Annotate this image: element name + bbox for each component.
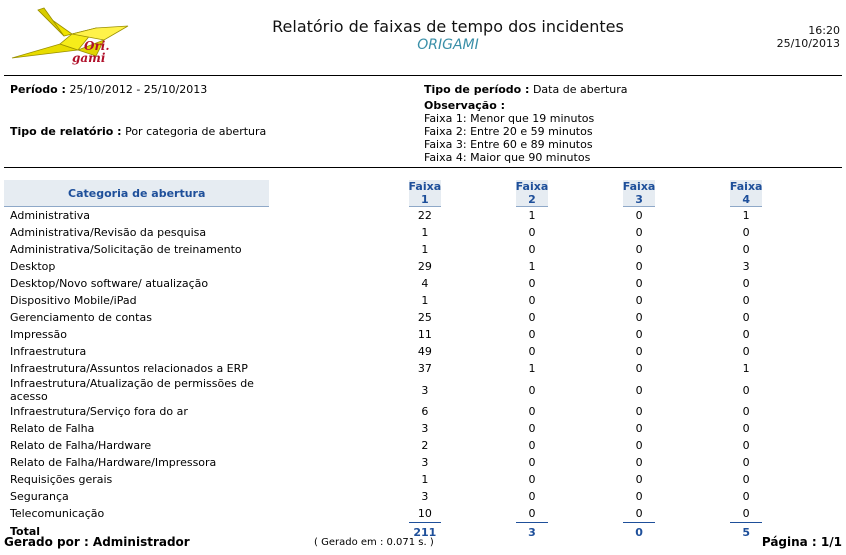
table-row [4,377,842,403]
table-row [4,224,842,241]
category-cell: Infraestrutura/Assuntos relacionados a ERP [10,362,248,375]
tipo-periodo-label: Tipo de período : [424,83,530,96]
total-label: Total [10,525,41,539]
table-row [4,505,842,523]
report-header [0,0,846,72]
faixa-4-cell: 0 [742,405,750,418]
faixa-definitions [424,112,594,164]
faixa-2-cell: 1 [528,362,536,375]
faixa-2-cell: 0 [528,311,536,324]
faixa-2-cell: 0 [528,243,536,256]
faixa-1-cell: 3 [421,383,429,397]
faixa-3-cell: 0 [635,507,643,520]
faixa-4-cell: 0 [742,507,750,520]
faixa-3-cell: 0 [635,422,643,435]
faixa-1-cell: 4 [421,277,429,290]
faixa-4-cell: 1 [742,362,750,375]
table-row [4,241,842,258]
observacao-label-text: Observação : [424,99,505,112]
category-cell: Gerenciamento de contas [10,311,152,324]
report-footer [4,535,842,551]
faixa-4-cell: 0 [742,243,750,256]
faixa-2-cell: 0 [528,422,536,435]
faixa-4-cell: 0 [742,490,750,503]
faixa-3-cell: 0 [635,243,643,256]
category-cell: Segurança [10,490,69,503]
report-subtitle: ORIGAMI [417,37,479,53]
faixa-1-cell: 3 [421,456,429,469]
category-cell: Impressão [10,328,67,341]
category-cell: Administrativa/Revisão da pesquisa [10,226,207,239]
faixa-3-cell: 0 [635,260,643,273]
category-cell: Desktop [10,260,56,273]
logo-text-bottom: gami [72,51,106,65]
faixa-4-cell: 0 [742,439,750,452]
report-timestamp [777,24,840,50]
faixa-2-cell: 0 [528,294,536,307]
total-faixa-3: 0 [623,523,656,542]
faixa-1-cell: 49 [417,345,432,358]
faixa-2-cell: 1 [528,209,536,222]
faixa-1-cell: 37 [417,362,432,375]
generation-time: ( Gerado em : 0.071 s. ) [314,537,434,548]
faixa-3-cell: 0 [635,490,643,503]
faixa-definition: Faixa 4: Maior que 90 minutos [424,151,591,164]
generated-by: Gerado por : Administrador [4,535,190,549]
faixa-3-cell: 0 [635,294,643,307]
faixa-2-cell: 1 [528,260,536,273]
header-faixa-3: Faixa 3 [622,180,656,206]
faixa-1-cell: 2 [421,439,429,452]
faixa-2-cell: 0 [528,490,536,503]
tipo-relatorio-label: Tipo de relatório : [10,125,122,138]
category-cell: Dispositivo Mobile/iPad [10,294,137,307]
faixa-1-cell: 1 [421,473,429,486]
incident-time-table [4,180,842,541]
table-row [4,326,842,343]
total-faixa-4: 5 [730,523,763,542]
category-cell: Relato de Falha/Hardware/Impressora [10,456,217,469]
table-row [4,309,842,326]
table-row [4,343,842,360]
faixa-2-cell: 0 [528,473,536,486]
table-row [4,471,842,488]
report-title: Relatório de faixas de tempo dos incidentes [272,17,624,36]
faixa-2-cell: 0 [528,383,536,397]
category-cell: Infraestrutura/Atualização de permissões de acesso [10,377,254,403]
faixa-3-cell: 0 [635,345,643,358]
faixa-2-cell: 0 [528,507,536,520]
faixa-1-cell: 6 [421,405,429,418]
category-cell: Relato de Falha/Hardware [10,439,152,452]
faixa-3-cell: 0 [635,405,643,418]
faixa-1-cell: 1 [421,294,429,307]
faixa-4-cell: 3 [742,260,750,273]
logo-text-top: Ori. [84,39,110,53]
faixa-3-cell: 0 [635,473,643,486]
faixa-4-cell: 0 [742,226,750,239]
faixa-2-cell: 0 [528,439,536,452]
category-cell: Infraestrutura [10,345,87,358]
faixa-2-cell: 0 [528,456,536,469]
header-faixa-2: Faixa 2 [515,180,549,206]
faixa-4-cell: 0 [742,473,750,486]
table-row [4,403,842,420]
faixa-3-cell: 0 [635,277,643,290]
tipo-relatorio-value: Por categoria de abertura [125,125,267,138]
tipo-periodo [424,83,628,96]
category-cell: Administrativa [10,209,91,222]
total-faixa-2: 3 [516,523,549,542]
category-cell: Telecomunicação [10,507,105,521]
faixa-3-cell: 0 [635,311,643,324]
category-cell: Infraestrutura/Serviço fora do ar [10,405,188,418]
total-faixa-1: 211 [409,523,442,542]
faixa-3-cell: 0 [635,226,643,239]
faixa-1-cell: 1 [421,243,429,256]
faixa-4-cell: 0 [742,422,750,435]
origami-crane-logo [8,6,132,66]
faixa-2-cell: 0 [528,277,536,290]
report-date: 25/10/2013 [776,37,840,50]
table-row [4,488,842,505]
tipo-relatorio [10,125,266,138]
faixa-definition: Faixa 2: Entre 20 e 59 minutos [424,125,593,138]
faixa-1-cell: 3 [421,422,429,435]
faixa-1-cell: 3 [421,490,429,503]
faixa-3-cell: 0 [635,209,643,222]
table-row [4,292,842,309]
faixa-3-cell: 0 [635,362,643,375]
category-cell: Administrativa/Solicitação de treinamento [10,243,242,256]
faixa-3-cell: 0 [635,456,643,469]
faixa-3-cell: 0 [635,439,643,452]
header-categoria: Categoria de abertura [4,180,269,207]
faixa-2-cell: 0 [528,405,536,418]
faixa-4-cell: 0 [742,345,750,358]
faixa-4-cell: 1 [742,209,750,222]
faixa-2-cell: 0 [528,345,536,358]
header-faixa-4: Faixa 4 [729,180,763,206]
faixa-4-cell: 0 [742,456,750,469]
category-cell: Desktop/Novo software/ atualização [10,277,209,290]
faixa-1-cell: 25 [417,311,432,324]
faixa-4-cell: 0 [742,328,750,341]
table-header-row [4,180,842,207]
faixa-1-cell: 10 [417,507,432,520]
table-row [4,360,842,377]
divider-middle [4,167,842,168]
faixa-definition: Faixa 1: Menor que 19 minutos [424,112,595,125]
table-row [4,437,842,454]
table-row [4,454,842,471]
page-number: Página : 1/1 [761,535,842,549]
table-row [4,258,842,275]
faixa-definition: Faixa 3: Entre 60 e 89 minutos [424,138,593,151]
faixa-1-cell: 1 [421,226,429,239]
faixa-1-cell: 11 [417,328,432,341]
divider-top [4,75,842,76]
category-cell: Relato de Falha [10,422,95,435]
tipo-periodo-value: Data de abertura [532,83,628,96]
faixa-1-cell: 29 [417,260,432,273]
category-cell: Requisições gerais [10,473,113,486]
faixa-4-cell: 0 [742,383,750,397]
observacao-label [424,99,505,112]
periodo [10,83,207,96]
header-faixa-1: Faixa 1 [408,180,442,206]
table-row [4,275,842,292]
faixa-3-cell: 0 [635,328,643,341]
periodo-label: Período : [10,83,66,96]
table-row [4,207,842,225]
faixa-4-cell: 0 [742,294,750,307]
periodo-value: 25/10/2012 - 25/10/2013 [69,83,208,96]
faixa-4-cell: 0 [742,311,750,324]
faixa-1-cell: 22 [417,209,432,222]
faixa-3-cell: 0 [635,383,643,397]
faixa-2-cell: 0 [528,226,536,239]
table-row [4,420,842,437]
report-time: 16:20 [808,24,840,37]
faixa-2-cell: 0 [528,328,536,341]
faixa-4-cell: 0 [742,277,750,290]
